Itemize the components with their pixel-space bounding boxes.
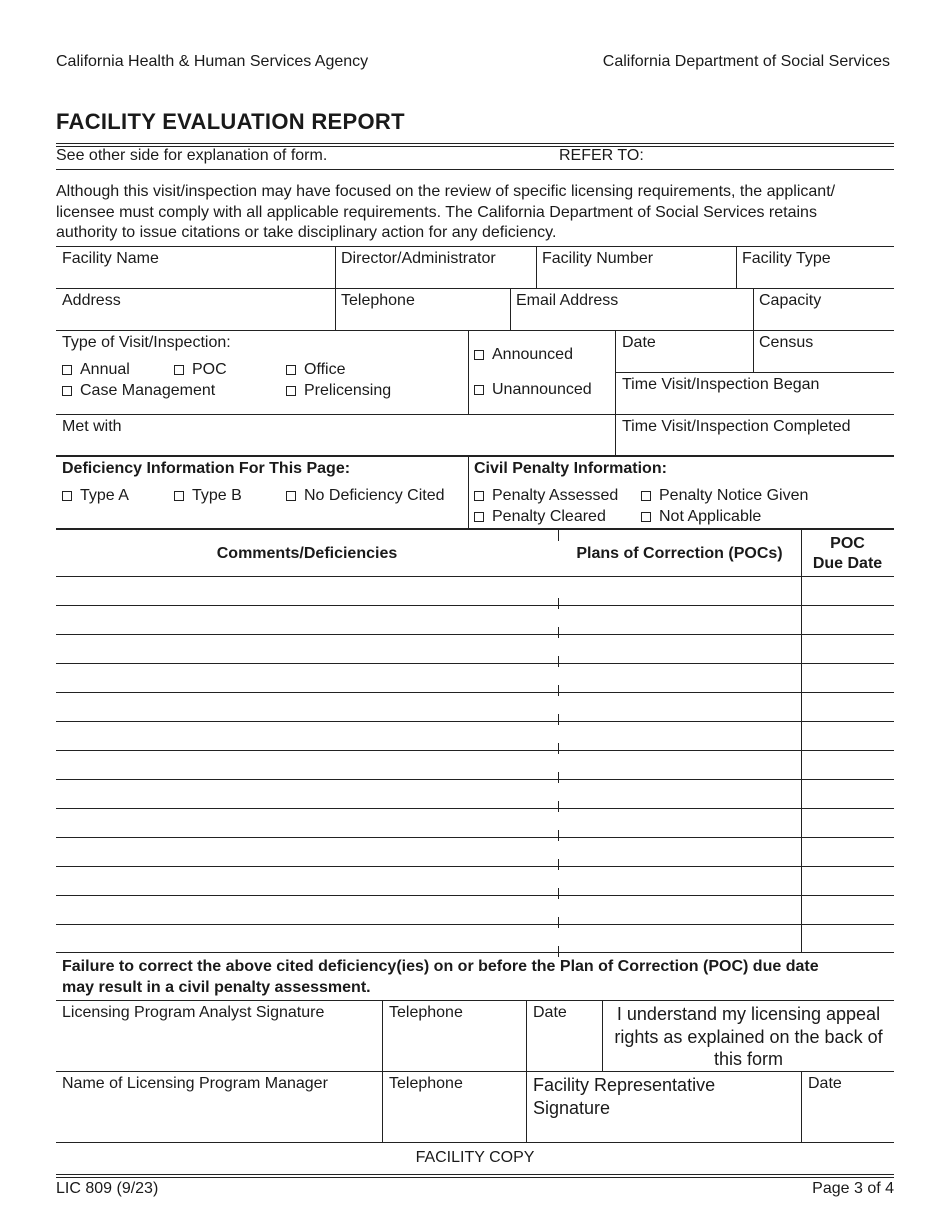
checkbox-icon[interactable] [641,512,651,522]
penalty-assessed-checkbox[interactable]: Penalty Assessed [474,487,618,505]
facility-rep-date-field[interactable]: Date [808,1075,842,1092]
deficiency-label: Deficiency Information For This Page: [62,460,351,477]
checkbox-icon[interactable] [286,386,296,396]
form-id: LIC 809 (9/23) [56,1180,159,1197]
table-row[interactable] [56,925,894,953]
table-row[interactable] [56,780,894,808]
table-row[interactable] [56,867,894,895]
table-row[interactable] [56,751,894,779]
table-row[interactable] [56,635,894,663]
title-rule-top [56,143,894,144]
col-comments-header: Comments/Deficiencies [216,545,398,562]
checkbox-icon[interactable] [474,385,484,395]
penalty-cleared-checkbox[interactable]: Penalty Cleared [474,508,606,526]
visit-case-management-checkbox[interactable]: Case Management [62,382,215,400]
table-row[interactable] [56,838,894,866]
analyst-telephone-field[interactable]: Telephone [389,1004,463,1021]
checkbox-icon[interactable] [62,386,72,396]
agency-right: California Department of Social Services [602,53,890,70]
met-with-field[interactable]: Met with [62,418,122,435]
manager-telephone-field[interactable]: Telephone [389,1075,463,1092]
director-field[interactable]: Director/Administrator [341,250,496,267]
visit-annual-checkbox[interactable]: Annual [62,361,130,379]
intro-paragraph [56,182,906,244]
col-due-date-header: POC Due Date [812,535,883,572]
checkbox-icon[interactable] [474,491,484,501]
checkbox-icon[interactable] [474,350,484,360]
manager-name-field[interactable]: Name of Licensing Program Manager [62,1075,328,1092]
deficiency-type-a-checkbox[interactable]: Type A [62,487,129,505]
telephone-field[interactable]: Telephone [341,292,415,309]
deficiency-type-b-checkbox[interactable]: Type B [174,487,242,505]
appeal-rights-text: I understand my licensing appeal rights as explained on the back of this form [614,1004,883,1069]
announced-checkbox[interactable]: Announced [474,346,573,364]
unannounced-checkbox[interactable]: Unannounced [474,381,592,399]
capacity-field[interactable]: Capacity [759,292,822,309]
table-row[interactable] [56,664,894,692]
checkbox-icon[interactable] [641,491,651,501]
table-row[interactable] [56,693,894,721]
time-completed-field[interactable]: Time Visit/Inspection Completed [622,418,851,435]
agency-left: California Health & Human Services Agency [56,53,369,70]
col-pocs-header: Plans of Correction (POCs) [576,545,783,562]
refer-to-label: REFER TO: [559,147,644,164]
facility-type-field[interactable]: Facility Type [742,250,831,267]
intro-line: Although this visit/inspection may have focused on the review of specific licensing requirements, the applicant/ [56,183,836,200]
analyst-date-field[interactable]: Date [533,1004,567,1021]
facility-number-field[interactable]: Facility Number [542,250,654,267]
checkbox-icon[interactable] [474,512,484,522]
page-title: FACILITY EVALUATION REPORT [56,109,405,134]
address-field[interactable]: Address [62,292,121,309]
subheader-rule [56,169,894,170]
see-other-side: See other side for explanation of form. [56,147,328,164]
time-began-field[interactable]: Time Visit/Inspection Began [622,376,820,393]
email-field[interactable]: Email Address [516,292,619,309]
census-field[interactable]: Census [759,334,814,351]
facility-copy-label: FACILITY COPY [415,1149,535,1166]
table-row[interactable] [56,896,894,924]
date-field[interactable]: Date [622,334,656,351]
visit-poc-checkbox[interactable]: POC [174,361,227,379]
checkbox-icon[interactable] [174,491,184,501]
checkbox-icon[interactable] [62,491,72,501]
table-row[interactable] [56,577,894,605]
checkbox-icon[interactable] [286,365,296,375]
not-applicable-checkbox[interactable]: Not Applicable [641,508,761,526]
checkbox-icon[interactable] [286,491,296,501]
civil-penalty-warning: Failure to correct the above cited deficiency(ies) on or before the Plan of Correction (POC) due date may result in a civil penalty assessment. [62,958,819,996]
visit-office-checkbox[interactable]: Office [286,361,346,379]
checkbox-icon[interactable] [174,365,184,375]
table-row[interactable] [56,722,894,750]
table-row[interactable] [56,606,894,634]
checkbox-icon[interactable] [62,365,72,375]
civil-penalty-label: Civil Penalty Information: [474,460,667,477]
facility-rep-signature-field[interactable]: Facility Representative Signature [533,1075,716,1118]
intro-line: licensee must comply with all applicable requirements. The California Department of Social Services retains [56,203,817,221]
analyst-signature-field[interactable]: Licensing Program Analyst Signature [62,1004,325,1021]
intro-line: authority to issue citations or take disciplinary action for any deficiency. [56,224,557,241]
visit-type-label: Type of Visit/Inspection: [62,334,231,351]
penalty-notice-checkbox[interactable]: Penalty Notice Given [641,487,808,505]
page-number: Page 3 of 4 [812,1180,894,1197]
no-deficiency-checkbox[interactable]: No Deficiency Cited [286,487,445,505]
table-row[interactable] [56,809,894,837]
facility-name-field[interactable]: Facility Name [62,250,159,267]
visit-prelicensing-checkbox[interactable]: Prelicensing [286,382,391,400]
